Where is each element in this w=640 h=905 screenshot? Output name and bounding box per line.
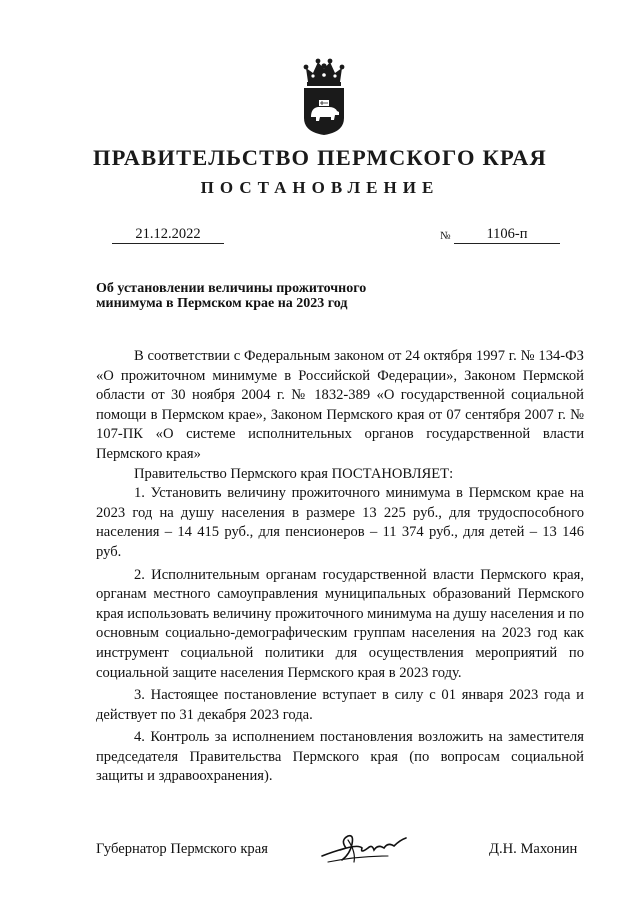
signature-icon xyxy=(318,826,410,870)
number-sign: № xyxy=(440,230,451,242)
resolves-paragraph: Правительство Пермского края ПОСТАНОВЛЯЕТ: xyxy=(134,465,454,482)
item-paragraph-2: 2. Исполнительным органам государственной власти Пермского края, органам местного самоуправления муниципальных образований Пермского края использовать величину прожиточного минимума на душу населения и по основным социально-демографическим группам населения на 2023 год как инструмент социальной политики для осуществления мероприятий по социальной защите населения Пермского края в 2023 году. xyxy=(96,566,584,681)
document-subject xyxy=(96,281,416,311)
signatory-name: Д.Н. Махонин xyxy=(489,841,578,857)
subject-line-1: Об установлении величины прожиточного xyxy=(96,281,367,296)
item-paragraph-1: 1. Установить величину прожиточного минимума в Пермском крае на 2023 год на душу населения в размере 13 225 руб., для трудоспособного населения – 14 415 руб., для пенсионеров – 11 374 руб., для детей – 13 146 руб. xyxy=(96,485,584,560)
subject-line-2: минимума в Пермском крае на 2023 год xyxy=(96,296,348,311)
coat-of-arms-icon xyxy=(298,56,350,136)
document-number: 1106-п xyxy=(454,226,560,244)
preamble-paragraph: В соответствии с Федеральным законом от 24 октября 1997 г. № 134-ФЗ «О прожиточном минимуме в Российской Федерации», Законом Пермской области от 30 ноября 2004 г. № 1832-389 «О государственной социальной помощи в Пермском крае», Законом Пермского края от 07 сентября 2007 г. № 107-ПК «О системе исполнительных органов государственной власти Пермского края» xyxy=(96,348,584,462)
document-type-title: ПОСТАНОВЛЕНИЕ xyxy=(200,178,440,197)
document-body xyxy=(96,347,584,787)
document-date: 21.12.2022 xyxy=(112,226,224,244)
item-paragraph-3: 3. Настоящее постановление вступает в силу с 01 января 2023 года и действует по 31 декабря 2023 года. xyxy=(96,687,584,723)
organization-title: ПРАВИТЕЛЬСТВО ПЕРМСКОГО КРАЯ xyxy=(92,145,548,170)
signatory-position: Губернатор Пермского края xyxy=(96,841,268,857)
item-paragraph-4: 4. Контроль за исполнением постановления возложить на заместителя председателя Правительства Пермского края (по вопросам социальной защиты и здравоохранения). xyxy=(96,729,584,785)
